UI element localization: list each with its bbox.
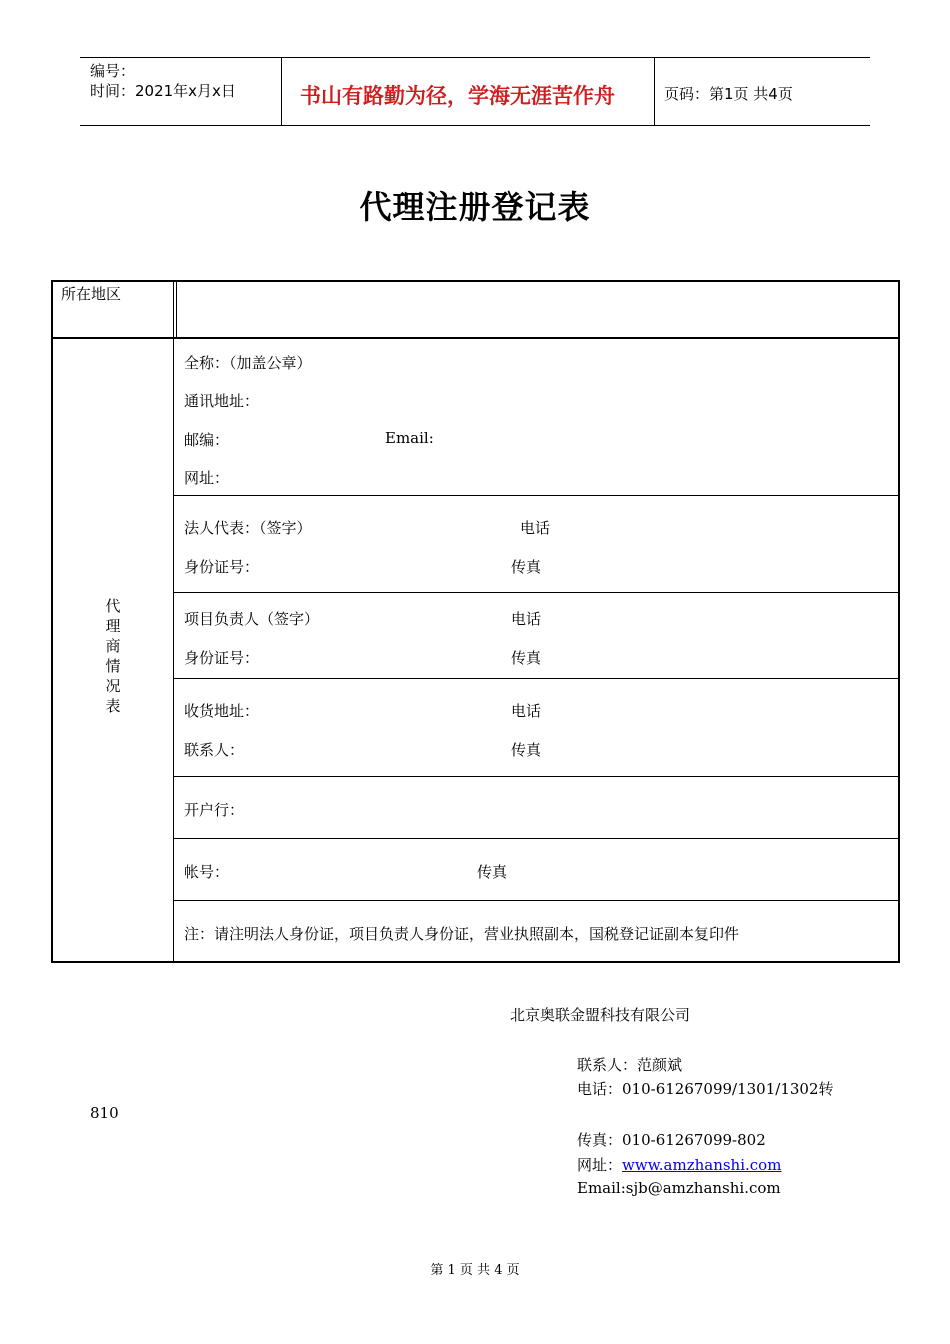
contact-fax-field: 传真 [511,741,542,759]
project-fax-field: 传真 [511,649,542,667]
delivery-phone-field: 电话 [511,702,542,720]
side-label-char: 代 [105,597,121,615]
footer-email: Email:sjb@amzhanshi.com [577,1179,781,1197]
header-bottom-rule [80,125,870,126]
project-id-field: 身份证号： [184,649,260,667]
document-number-label: 编号： [90,62,136,80]
footer-phone: 电话：010-61267099/1301/1302转 [577,1080,834,1098]
side-label-char: 商 [105,637,121,655]
page-indicator: 页码：第1页 共4页 [664,85,793,103]
legal-id-field: 身份证号： [184,558,260,576]
table-row-divider [174,592,898,593]
table-row-divider [174,678,898,679]
footer-fax: 传真：010-61267099-802 [577,1131,766,1149]
project-phone-field: 电话 [511,610,542,628]
footer-phone-ext: 810 [90,1104,119,1122]
registration-table [51,280,900,963]
table-row-divider [174,838,898,839]
side-label-char: 理 [105,617,121,635]
table-row-divider [174,495,898,496]
bank-field: 开户行： [184,801,245,819]
header-divider [281,57,282,125]
document-time-label: 时间：2021年x月x日 [90,82,236,100]
table-column-divider [173,282,174,961]
legal-phone-field: 电话 [520,519,551,537]
side-label-char: 况 [105,677,121,695]
header-motto: 书山有路勤为径，学海无涯苦作舟 [300,83,615,108]
header-top-rule [80,57,870,58]
side-label-char: 情 [105,657,121,675]
postcode-field: 邮编： [184,431,230,449]
email-field: Email: [385,429,434,447]
table-row-divider [174,900,898,901]
note-text: 注：请注明法人身份证，项目负责人身份证，营业执照副本，国税登记证副本复印件 [184,925,740,943]
project-lead-field: 项目负责人（签字） [184,610,320,628]
delivery-address-field: 收货地址： [184,702,260,720]
footer-contact: 联系人：范颜斌 [577,1056,683,1074]
footer-website [577,1154,781,1175]
account-fax-field: 传真 [477,863,508,881]
contact-field: 联系人： [184,741,245,759]
full-name-field: 全称：（加盖公章） [184,354,312,372]
table-row-divider [174,776,898,777]
side-label-char: 表 [105,697,121,715]
account-field: 帐号： [184,863,230,881]
table-column-divider-double [176,282,177,338]
address-field: 通讯地址： [184,392,260,410]
footer-website-label: 网址： [577,1156,623,1174]
region-label: 所在地区 [61,285,122,303]
table-row-divider [53,337,898,339]
website-link[interactable]: www.amzhanshi.com [622,1156,782,1174]
legal-fax-field: 传真 [511,558,542,576]
company-name: 北京奥联金盟科技有限公司 [510,1006,691,1024]
page-number: 第 1 页 共 4 页 [430,1263,520,1278]
header-divider [654,57,655,125]
page-title: 代理注册登记表 [359,188,591,226]
legal-rep-field: 法人代表：（签字） [184,519,312,537]
website-field: 网址： [184,469,230,487]
